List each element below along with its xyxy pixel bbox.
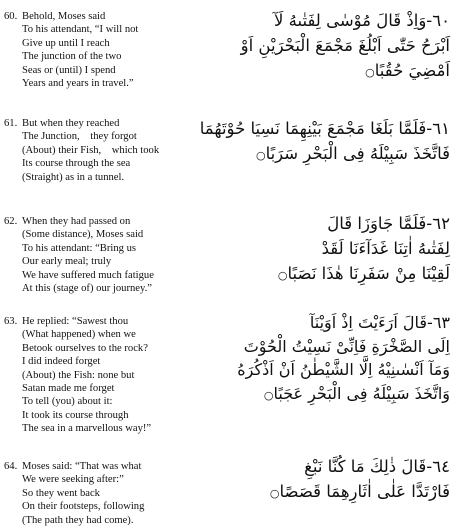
verse-63-number: 63. — [4, 316, 18, 327]
verse-61-arabic-line-1: ٦١-فَلَمَّا بَلَغَا مَجْمَعَ بَيْنِهِمَا نَسِيَا حُوْتَهُمَا — [199, 119, 450, 138]
verse-60-arabic-line-2: اَبْرَحُ حَتّٰى اَبْلُغَ مَجْمَعَ الْبَحْرَيْنِ اَوْ — [240, 36, 450, 55]
verse-63-arabic-line-1: ٦٣-قَالَ اَرَءَيْتَ اِذْ اَوَيْنَآ — [309, 313, 450, 332]
verse-61-line-1: But when they reached — [22, 118, 120, 129]
verse-62-line-4: Our early meal; truly — [22, 256, 112, 268]
verse-63-line-2: (What happened) when we — [22, 329, 136, 341]
verse-end-circle-icon: ○ — [277, 269, 288, 282]
verse-60-arabic-line-1: ٦٠-وَاِذْ قَالَ مُوْسٰى لِفَتٰىهُ لَآ — [274, 11, 450, 30]
verse-60-arabic-line-3: اَمْضِيَ حُقُبًا — [374, 61, 450, 80]
verse-64-line-4: On their footsteps, following — [22, 501, 145, 513]
verse-62-number: 62. — [4, 216, 18, 227]
verse-61-line-3: (About) their Fish, which took — [22, 144, 160, 156]
verse-63-line-7: To tell (you) about it: — [22, 396, 113, 408]
verse-62-line-1: When they had passed on — [22, 216, 131, 227]
verse-63-line-3: Betook ourselves to the rock? — [22, 342, 148, 354]
verse-62-english — [4, 215, 226, 295]
verse-63-line-8: It took its course through — [22, 409, 129, 421]
verse-64-arabic — [232, 454, 450, 506]
verse-61-number: 61. — [4, 118, 18, 129]
verse-60-line-3: Give up until I reach — [22, 37, 110, 49]
verse-end-circle-icon: ○ — [269, 487, 280, 500]
verse-60-line-6: Years and years in travel.” — [22, 78, 134, 90]
verse-63-line-6: Satan made me forget — [22, 383, 115, 395]
verse-end-circle-icon: ○ — [365, 66, 375, 79]
verse-63-line-4: I did indeed forget — [22, 356, 101, 368]
verse-64-line-5: (The path they had come). — [22, 514, 134, 526]
verse-63-arabic — [232, 311, 450, 407]
verse-61-arabic-line-2: فَاتَّخَذَ سَبِيْلَهُ فِى الْبَحْرِ سَرَبًا — [265, 144, 450, 163]
verse-62-arabic-line-2: لِفَتٰىهُ اٰتِنَا غَدَآءَنَا لَقَدْ — [321, 239, 450, 258]
verse-61-line-5: (Straight) as in a tunnel. — [22, 171, 125, 183]
verse-60-line-1: Behold, Moses said — [22, 11, 106, 22]
verse-60-line-4: The junction of the two — [22, 51, 122, 63]
verse-64-line-2: We were seeking after:” — [22, 474, 124, 486]
verse-60-line-5: Seas or (until) I spend — [22, 64, 116, 76]
verse-64-line-3: So they went back — [22, 487, 100, 499]
verse-61-english — [4, 117, 226, 184]
verse-64-english — [4, 460, 226, 527]
verse-63-arabic-line-2: اِلَى الصَّخْرَةِ فَاِنِّىْ نَسِيْتُ الْحُوْتَ — [243, 336, 450, 356]
verse-61-arabic — [199, 116, 450, 168]
verse-end-circle-icon: ○ — [255, 149, 266, 162]
verse-63-line-1: He replied: “Sawest thou — [22, 316, 129, 327]
verse-62-line-6: At this (stage of) our journey.” — [22, 283, 152, 295]
verse-60-arabic — [232, 8, 450, 85]
verse-64-arabic-line-2: فَارْتَدَّا عَلٰى اٰثَارِهِمَا قَصَصًا — [279, 482, 450, 501]
verse-62-line-5: We have suffered much fatigue — [22, 269, 154, 281]
verse-63-line-5: (About) the Fish: none but — [22, 369, 135, 381]
verse-63-line-9: The sea in a marvellous way!” — [22, 423, 152, 435]
verse-60-english — [4, 10, 226, 90]
verse-end-circle-icon: ○ — [263, 388, 274, 402]
verse-60-line-2: To his attendant, “I will not — [22, 24, 139, 36]
verse-62-line-3: To his attendant: “Bring us — [22, 242, 137, 254]
verse-62-arabic-line-3: لَقِيْنَا مِنْ سَفَرِنَا هٰذَا نَصَبًا — [287, 264, 450, 283]
verse-62-arabic-line-1: ٦٢-فَلَمَّا جَاوَزَا قَالَ — [327, 214, 450, 233]
verse-63-english — [4, 315, 226, 436]
verse-63-arabic-line-3: وَمَآ اَنْسٰىنِيْهُ اِلَّا الشَّيْطٰنُ اَنْ اَذْكُرَهُ — [237, 360, 450, 379]
verse-64-number: 64. — [4, 461, 18, 472]
verse-64-line-1: Moses said: “That was what — [22, 461, 142, 472]
verse-60-number: 60. — [4, 11, 18, 22]
verse-63-arabic-line-4: وَاتَّخَذَ سَبِيْلَهُ فِى الْبَحْرِ عَجَبًا — [273, 383, 450, 403]
verse-62-line-2: (Some distance), Moses said — [22, 229, 144, 241]
verse-64-arabic-line-1: ٦٤-قَالَ ذٰلِكَ مَا كُنَّا نَبْغِ — [304, 457, 450, 476]
verse-61-line-2: The Junction, they forgot — [22, 131, 137, 143]
verse-61-line-4: Its course through the sea — [22, 158, 131, 170]
verse-62-arabic — [232, 211, 450, 288]
